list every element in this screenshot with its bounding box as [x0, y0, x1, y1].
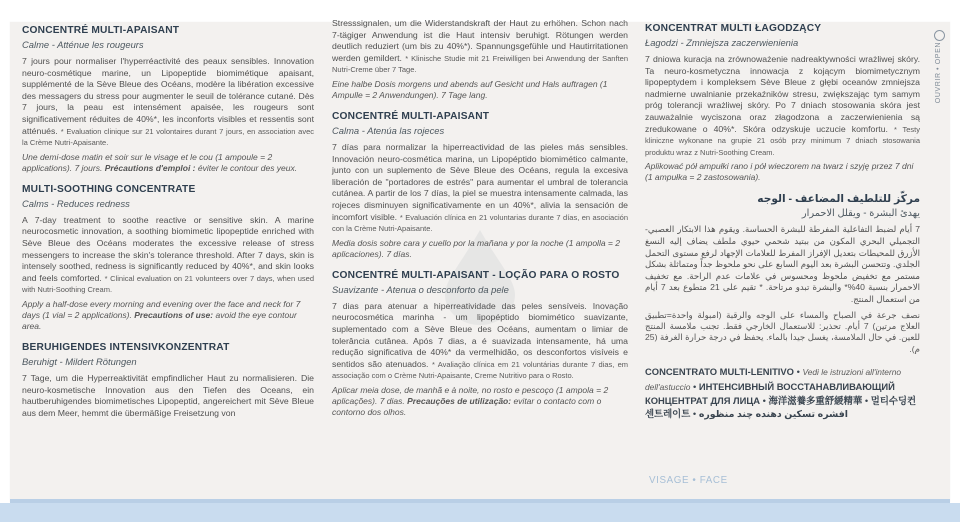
separator-dot: •: [692, 380, 697, 392]
section-es: [332, 110, 628, 260]
precaution-label: Precautions of use:: [134, 309, 214, 320]
section-subtitle: Calma - Atenúa las rojeces: [332, 124, 445, 136]
section-pt: [332, 269, 628, 418]
section-body: 7 أيام لضبط التفاعلية المفرطة للبشرة الحساسة. ويقوم هذا الابتكار العصبي-التجميلي البحري المكون من ببتيد شحمي حيوي ملطف يضاف إليه النسغ الأزرق للمحيطات بتعديل الإفراز المفرط للعلامات الإجهاد لرفع مستوى التحمل الجلدي. وتتحسن البشرة بعد اليوم السابع على نحو ملحوظ جداً ومتماثلة بشكل مستمر مع تخفيض ملحوظ ومحسوس في علامات عدم الراحة. مع تخفيف الاحمرار بنسبة 40%* والبشرة تبدو مرتاحة. * تقيم على 21 متطوع بعد 7 أيام من استعمال المنتج.: [645, 224, 921, 304]
clinical-note: * Avaliação clínica em 21 voluntárias durante 7 dias, em associação com o Crème Nutri-Apaisante, Creme Nutritivo para o Rosto.: [332, 359, 628, 381]
section-body: 7 Tage, um die Hyperreaktivität empfindlicher Haut zu normalisieren. Die neuro-kosmetische Innovation aus den Tiefen des Oceans, ein hautberuhigendes biomimetisches Lipopeptid, angereichert mit Sève Bleue aus dem Meer, hemmt die übermäßige Freisetzung von: [22, 372, 314, 418]
usage: Aplicar meia dose, de manhã e à noite, no rosto e pescoço (1 ampola = 2 aplicações). 7 dias.: [332, 384, 609, 406]
section-subtitle: Calms - Reduces redness: [22, 197, 130, 209]
chinese-title: 海洋滋養多重舒緩精華: [768, 394, 863, 406]
separator-dot: •: [692, 408, 697, 420]
section-body: [332, 301, 628, 382]
section-ar: [645, 192, 920, 355]
precaution-text: avoid the eye contour area.: [22, 309, 297, 331]
section-body: [22, 56, 314, 149]
section-subtitle: Suavizante - Atenua o desconforto da pele: [332, 283, 509, 295]
clinical-note: * Testy kliniczne wykonane na grupie 21 osób przy minimum 7 dniach stosowania produktu wraz z Nutri-Soothing Cream.: [645, 124, 920, 157]
body-text: 7 jours pour normaliser l'hyperréactivité des peaux sensibles. Innovation neuro-cosmétique marine, un Lipopeptide biomimétique apaisant, supplémenté de la Sève Bleue des Océans, modère la libération excessive des messagers du stress pour augmenter le seuil de tolérance cutané. Dès 7 jours, la peau est intensément apaisée, les rougeurs sont significativement réduites de 40%*, les inconforts visibles et ressentis sont atténués.: [22, 56, 314, 136]
open-circle-icon[interactable]: [934, 30, 945, 41]
section-en: [22, 183, 314, 332]
usage-text: نصف جرعة في الصباح والمساء على الوجه والرقبة (امبولة واحدة=تطبيق العلاج مرتين) 7 أيام. تحذير: للاستعمال الخارجي فقط. تجنب ملامسة المنتج للعين. في حال الملامسة، يغسل جيدا بالماء. يحفظ في درجة حرارة الغرفة (25 م).: [645, 309, 920, 354]
separator-dot: •: [762, 394, 766, 406]
column-2: [332, 18, 628, 427]
section-title: KONCENTRAT MULTI ŁAGODZĄCY: [645, 23, 822, 34]
visage-face-label: VISAGE • FACE: [649, 475, 728, 486]
body-text: 7 dias para atenuar a hiperreatividade das peles sensíveis. Inovação neurocosmética marinha - um lipopéptido biomimético suavizante, suplementado com a Sève Bleue des Océans, aumentam o limiar de tolerância cutânea. Após 7 dias, a é suavizada intensamente, há uma redução significativa de 40%* da vermelhidão, os desconfortos visíveis e sentidos são atenuados.: [332, 300, 628, 369]
section-subtitle: Łagodzi - Zmniejsza zaczerwienienia: [645, 37, 799, 48]
section-de-continued: [332, 18, 628, 101]
open-tab-label[interactable]: OUVRIR • OPEN: [935, 42, 942, 104]
section-title: CONCENTRÉ MULTI-APAISANT: [22, 25, 180, 36]
usage: Une demi-dose matin et soir sur le visage et le cou (1 ampoule = 2 applications). 7 jours.: [22, 151, 273, 173]
clinical-note: * Clinical evaluation on 21 volunteers over 7 days, when used with Nutri-Soothing Cream.: [22, 273, 314, 295]
section-body: [22, 215, 314, 296]
italian-title: CONCENTRATO MULTI-LENITIVO: [645, 366, 794, 378]
section-body: [332, 142, 628, 235]
precaution-label: Precauções de utilização:: [407, 395, 512, 406]
column-1: [22, 24, 314, 428]
section-title: CONCENTRÉ MULTI-APAISANT - LOÇÃO PARA O ROSTO: [332, 269, 620, 281]
section-title: MULTI-SOOTHING CONCENTRATE: [22, 183, 196, 195]
usage-text: Aplikować pół ampułki rano i pół wieczorem na twarz i szyję przez 7 dni (1 ampułka = 2 zastosowania).: [645, 161, 914, 183]
precaution-text: éviter le contour des yeux.: [197, 162, 298, 173]
section-pl: [645, 22, 920, 183]
section-subtitle: Beruhigt - Mildert Rötungen: [22, 355, 137, 367]
section-subtitle: يهدئ البشرة - ويقلل الاحمرار: [801, 208, 920, 220]
usage-text: Media dosis sobre cara y cuello por la mañana y por la noche (1 ampolla = 2 aplicaciones). 7 días.: [332, 237, 620, 259]
clinical-note: * Evaluation clinique sur 21 volontaires durant 7 jours, en association avec la Crème Nutri-Apaisante.: [22, 126, 314, 148]
body-text: 7 dniowa kuracja na zrównoważenie nadreaktywności wrażliwej skóry. Ta neuro-kosmetyczna innowacja z kojącym biomimetycznym lipopeptydem i kompleksem Sève Bleue z głębi oceanów zmniejsza nadmierne uwalnianie przekaźników stresu, zwiększając tym samym próg tolerancji wrażliwej skóry. Po 7 dniach stosowania skóra jest zauważalnie wyciszona oraz złagodzona a zaczerwienienia są zredukowane o 40%*. Skóra odzyskuje uczucie komfortu.: [645, 54, 920, 134]
usage-text: [22, 299, 314, 332]
separator-dot: •: [796, 366, 800, 378]
multilanguage-titles: [645, 365, 920, 421]
body-text: Stresssignalen, um die Widerstandskraft der Haut zu erhöhen. Schon nach 7-tägiger Anwendung ist die Haut intensiv beruhigt. Rötungen werden deutlich reduziert (um bis zu 40%*). Spannungsgefühle und Hautirritationen werden gemildert.: [332, 18, 628, 63]
body-text: A 7-day treatment to soothe reactive or sensitive skin. A marine neurocosmetic innovation, a soothing biomimetic lipopeptide enriched with Sève Bleue des Océans moderates the excessive release of stress messengers to increase the skin's tolerance threshold. After 7 days, skin is intensely soothed, redness is significantly reduced by 40%*, and skin looks and feels comforted.: [22, 214, 314, 283]
usage-text: Eine halbe Dosis morgens und abends auf Gesicht und Hals auftragen (1 Ampulle = 2 Anwendungen). 7 Tage lang.: [332, 78, 608, 100]
clinical-note: * Evaluación clínica en 21 voluntarias durante 7 días, en asociación con la Crème Nutri-Apaisante.: [332, 212, 628, 234]
precaution-label: Précautions d'emploi :: [104, 162, 196, 173]
section-body: [645, 54, 920, 158]
section-body: [332, 18, 628, 76]
column-3: [645, 22, 920, 421]
persian-title: افشره تسكين دهنده چند منظوره: [698, 408, 848, 420]
section-subtitle: Calme - Atténue les rougeurs: [22, 39, 144, 50]
usage-text: [22, 152, 314, 174]
precaution-text: evitar o contacto com o contorno dos olhos.: [332, 395, 602, 417]
usage: Apply a half-dose every morning and evening over the face and neck for 7 days (1 vial = 2 applications).: [22, 298, 301, 320]
section-title: CONCENTRÉ MULTI-APAISANT: [332, 110, 490, 122]
clinical-note: * Klinische Studie mit 21 Freiwilligen bei Anwendung der Sanften Nutri-Creme über 7 Tage.: [332, 53, 628, 75]
usage-text: [332, 385, 628, 418]
section-title: مركّز للتلطيف المضاعف - الوجه: [757, 193, 920, 206]
section-title: BERUHIGENDES INTENSIVKONZENTRAT: [22, 341, 230, 353]
russian-title: ИНТЕНСИВНЫЙ ВОССТАНАВЛИВАЮЩИЙ КОНЦЕНТРАТ ДЛЯ ЛИЦА: [645, 380, 895, 406]
section-fr: [22, 24, 314, 174]
body-text: 7 días para normalizar la hiperreactividad de las pieles más sensibles. Innovación neuro-cosmética marina, un Lipopéptido biomimético calmante, junto con un suplemento de Sève Bleue des Océans, regula la excesiva liberación de "portadores de estrés" para aumentar el umbral de tolerancia cutánea. A partir de los 7 días, la piel se muestra intensamente calmada, las rojeces disminuyen significativamente en un 40%*, alivia la sensación de incomfort visible.: [332, 141, 628, 222]
bottom-band: [0, 503, 960, 522]
korean-title: 멀티수딩컨센트레이트: [645, 394, 917, 420]
separator-dot: •: [864, 394, 869, 406]
italian-note: Vedi le istruzioni all'interno dell'astuccio: [645, 367, 902, 392]
section-de: [22, 341, 314, 419]
